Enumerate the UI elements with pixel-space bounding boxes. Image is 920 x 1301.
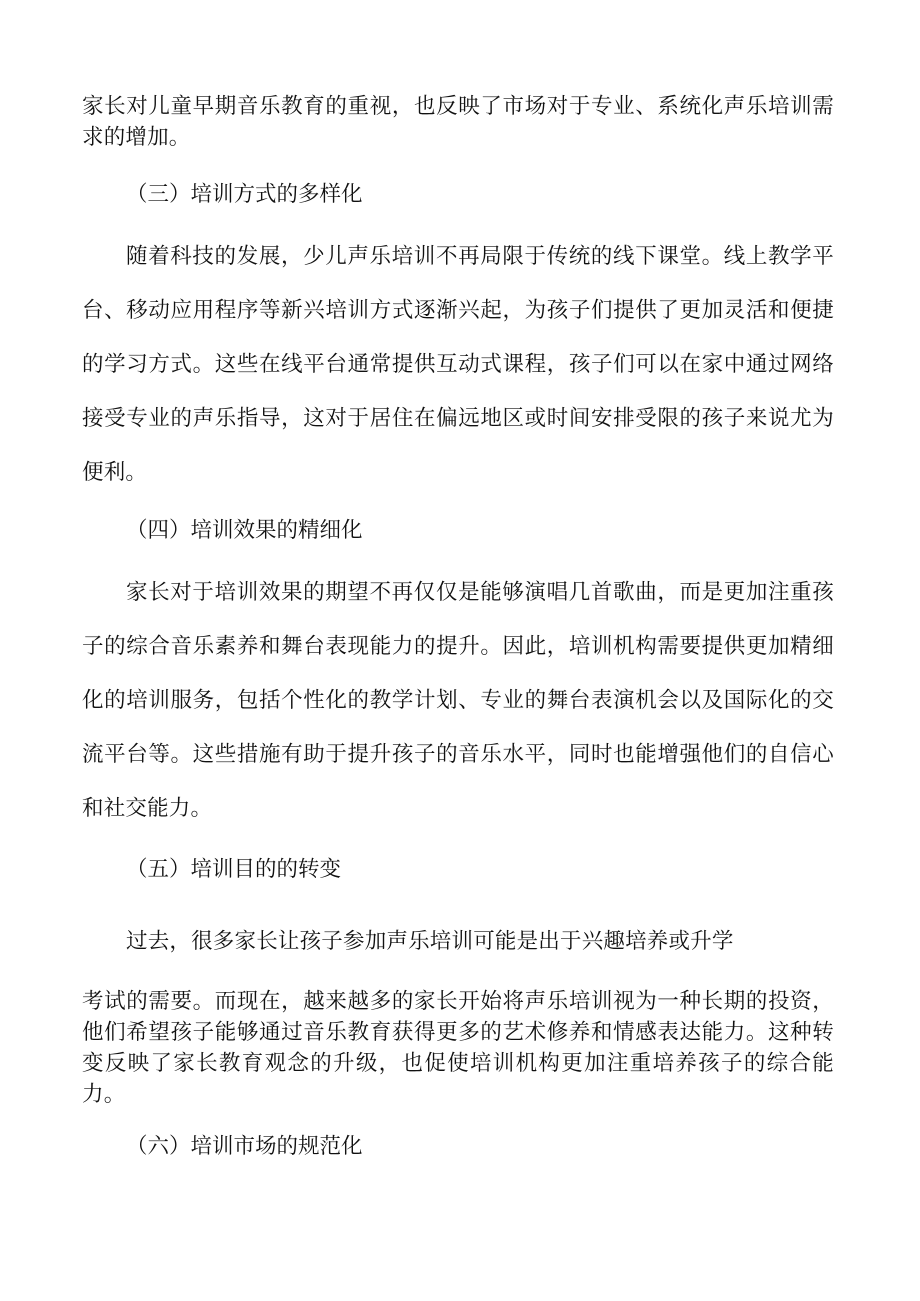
paragraph-section-5: 考试的需要。而现在，越来越多的家长开始将声乐培训视为一种长期的投资，他们希望孩子能够通过音乐教育获得更多的艺术修养和情感表达能力。这种转变反映了家长教育观念的升级，也促使培训机构更加注重培养孩子的综合能力。 <box>82 989 834 1107</box>
paragraph-section-4: 家长对于培训效果的期望不再仅仅是能够演唱几首歌曲，而是更加注重孩子的综合音乐素养和舞台表现能力的提升。因此，培训机构需要提供更加精细化的培训服务，包括个性化的教学计划、专业的舞台表演机会以及国际化的交流平台等。这些措施有助于提升孩子的音乐水平，同时也能增强他们的自信心和社交能力。 <box>82 580 834 821</box>
paragraph-section-5-first-line: 过去，很多家长让孩子参加声乐培训可能是出于兴趣培养或升学 <box>126 929 734 954</box>
section-heading-6: （六）培训市场的规范化 <box>126 1134 363 1159</box>
section-heading-4: （四）培训效果的精细化 <box>126 518 363 543</box>
section-heading-5: （五）培训目的的转变 <box>126 857 342 882</box>
section-heading-3: （三）培训方式的多样化 <box>126 182 363 207</box>
paragraph-section-3: 随着科技的发展，少儿声乐培训不再局限于传统的线下课堂。线上教学平台、移动应用程序等新兴培训方式逐渐兴起，为孩子们提供了更加灵活和便捷的学习方式。这些在线平台通常提供互动式课程，孩子们可以在家中通过网络接受专业的声乐指导，这对于居住在偏远地区或时间安排受限的孩子来说尤为便利。 <box>82 244 834 485</box>
paragraph-intro: 家长对儿童早期音乐教育的重视，也反映了市场对于专业、系统化声乐培训需求的增加。 <box>82 94 834 150</box>
